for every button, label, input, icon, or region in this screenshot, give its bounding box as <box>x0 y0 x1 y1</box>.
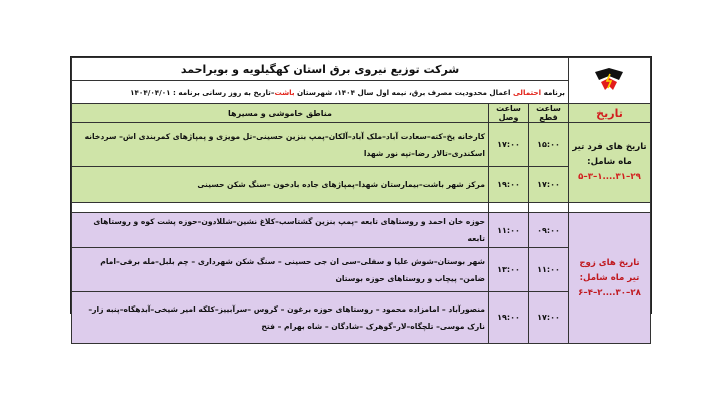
date-cell-even-days <box>569 213 651 344</box>
connect-time-cell: ۱۳:۰۰ <box>489 248 529 292</box>
areas-cell: شهر بوستان–شوش علیا و سفلی–سی ان جی حسینی – سنگ شکن شهرداری – چم بلبل–مله برفی–امام ضامن– پیچاب و روستاهای حوزه بوستان <box>72 248 489 292</box>
subtitle-middle: اعمال محدودیت مصرف برق، نیمه اول سال ۱۴۰۴، شهرستان <box>294 87 514 97</box>
connect-time-cell: ۱۷:۰۰ <box>489 123 529 167</box>
connect-time-cell: ۱۹:۰۰ <box>489 292 529 344</box>
outage-schedule-table <box>71 57 651 344</box>
areas-cell: مرکز شهر باشت–بیمارستان شهدا–پمپاژهای جاده بادخون –سنگ شکن حسینی <box>72 167 489 203</box>
column-header-connect-time: ساعت وصل <box>489 104 529 123</box>
column-header-areas: مناطق خاموشی و مسیرها <box>72 104 489 123</box>
subtitle-suffix: –تاریخ به روز رسانی برنامه : ۱۴۰۴/۰۴/۰۱ <box>130 87 275 97</box>
subtitle-prefix: برنامه <box>541 87 565 97</box>
schedule-subtitle <box>72 81 569 104</box>
outage-schedule-sheet <box>70 56 652 331</box>
cut-time-cell: ۱۱:۰۰ <box>529 248 569 292</box>
connect-time-cell: ۱۹:۰۰ <box>489 167 529 203</box>
table-row <box>72 213 651 248</box>
cut-time-cell: ۱۵:۰۰ <box>529 123 569 167</box>
date-digits-even: ۶–۴–۲....۳۰–۲۸ <box>578 287 641 298</box>
table-row <box>72 123 651 167</box>
group-separator-row <box>72 203 651 213</box>
table-row <box>72 248 651 292</box>
subtitle-highlight-city: باشت <box>274 87 295 97</box>
table-row <box>72 167 651 203</box>
date-label-even: تاریخ های زوج تیر ماه شامل: <box>579 257 640 283</box>
date-digits-odd: ۵–۳–۱....۳۱–۲۹ <box>578 172 641 182</box>
cut-time-cell: ۰۹:۰۰ <box>529 213 569 248</box>
subtitle-highlight-probable: احتمالی <box>513 87 542 97</box>
company-logo-cell <box>569 58 651 104</box>
column-header-row <box>72 104 651 123</box>
column-header-date: تاریخ <box>569 104 651 123</box>
column-header-cut-time: ساعت قطع <box>529 104 569 123</box>
areas-cell: کارخانه یخ–کته–سعادت آباد–ملک آباد–آلکان–پمپ بنزین حسینی–تل مویزی و پمپاژهای کمربندی اش– سردخانه اسکندری–تالار رضا–تپه نور شهدا <box>72 123 489 167</box>
electricity-company-logo-icon <box>589 64 631 94</box>
connect-time-cell: ۱۱:۰۰ <box>489 213 529 248</box>
cut-time-cell: ۱۷:۰۰ <box>529 292 569 344</box>
areas-cell: حوزه خان احمد و روستاهای تابعه –پمپ بنزین گشتاسب–کلاغ نشین–شللادون–حوزه پشت کوه و روستاهای تابعه <box>72 213 489 248</box>
page-title: شرکت توزیع نیروی برق استان کهگیلویه و بویراحمد <box>72 58 569 81</box>
date-cell-odd-days <box>569 123 651 203</box>
cut-time-cell: ۱۷:۰۰ <box>529 167 569 203</box>
areas-cell: منصورآباد – امامزاده محمود – روستاهای حوزه برغون – گروس –سرآبییز–کلگه امیر شیخی–آبدهگاه–پنبه زار– نارک موسی– تلچگاه–لار–گوهرک –شادگان – شاه بهرام – فتح <box>72 292 489 344</box>
table-row <box>72 292 651 344</box>
date-label-odd: تاریخ های فرد تیر ماه شامل: <box>572 142 647 167</box>
